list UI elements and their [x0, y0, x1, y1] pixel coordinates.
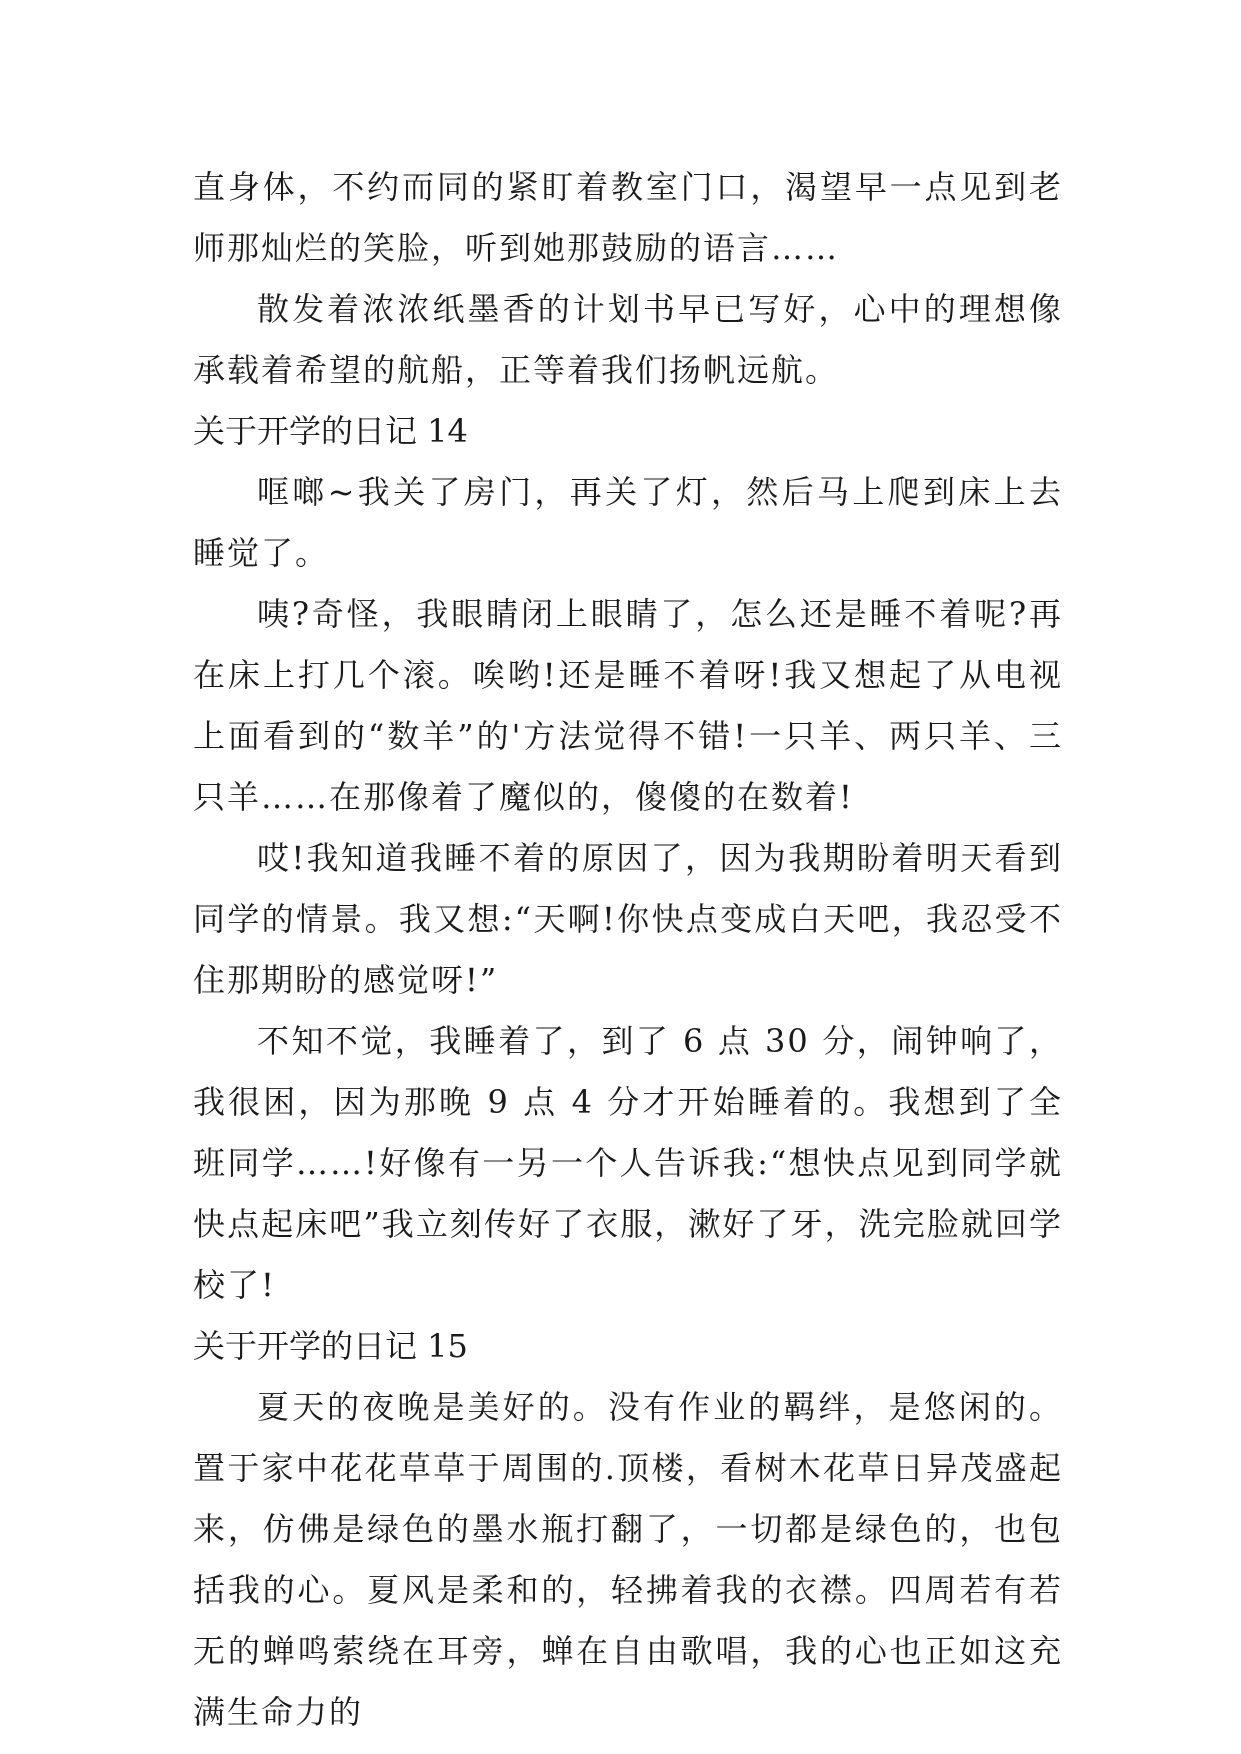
paragraph: 散发着浓浓纸墨香的计划书早已写好，心中的理想像承载着希望的航船，正等着我们扬帆远航。 — [193, 290, 1063, 389]
paragraph-continued: 直身体，不约而同的紧盯着教室门口，渴望早一点见到老师那灿烂的笑脸，听到她那鼓励的语言…… — [193, 168, 1063, 267]
paragraph: 夏天的夜晚是美好的。没有作业的羁绊，是悠闲的。置于家中花花草草于周围的.顶楼，看树木花草日异茂盛起来，仿佛是绿色的墨水瓶打翻了，一切都是绿色的，也包括我的心。夏风是柔和的，轻拂着我的衣襟。四周若有若无的蝉鸣萦绕在耳旁，蝉在自由歌唱，我的心也正如这充满生命力的 — [193, 1388, 1063, 1731]
section-heading: 关于开学的日记 14 — [193, 412, 468, 450]
paragraph: 哎!我知道我睡不着的原因了，因为我期盼着明天看到同学的情景。我又想:“天啊!你快点变成白天吧，我忍受不住那期盼的感觉呀!” — [193, 839, 1063, 999]
paragraph: 咦?奇怪，我眼睛闭上眼睛了，怎么还是睡不着呢?再在床上打几个滚。唉哟!还是睡不着呀!我又想起了从电视上面看到的“数羊”的'方法觉得不错!一只羊、两只羊、三只羊……在那像着了魔似的，傻傻的在数着! — [193, 595, 1063, 816]
paragraph: 不知不觉，我睡着了，到了 6 点 30 分，闹钟响了，我很困，因为那晚 9 点 4 分才开始睡着的。我想到了全班同学……!好像有一另一个人告诉我:“想快点见到同学就快点起床吧”我立刻传好了衣服，漱好了牙，洗完脸就回学校了! — [193, 1022, 1063, 1304]
paragraph: 哐啷~我关了房门，再关了灯，然后马上爬到床上去睡觉了。 — [193, 473, 1063, 572]
document-body — [193, 157, 1063, 1743]
section-heading: 关于开学的日记 15 — [193, 1327, 468, 1365]
